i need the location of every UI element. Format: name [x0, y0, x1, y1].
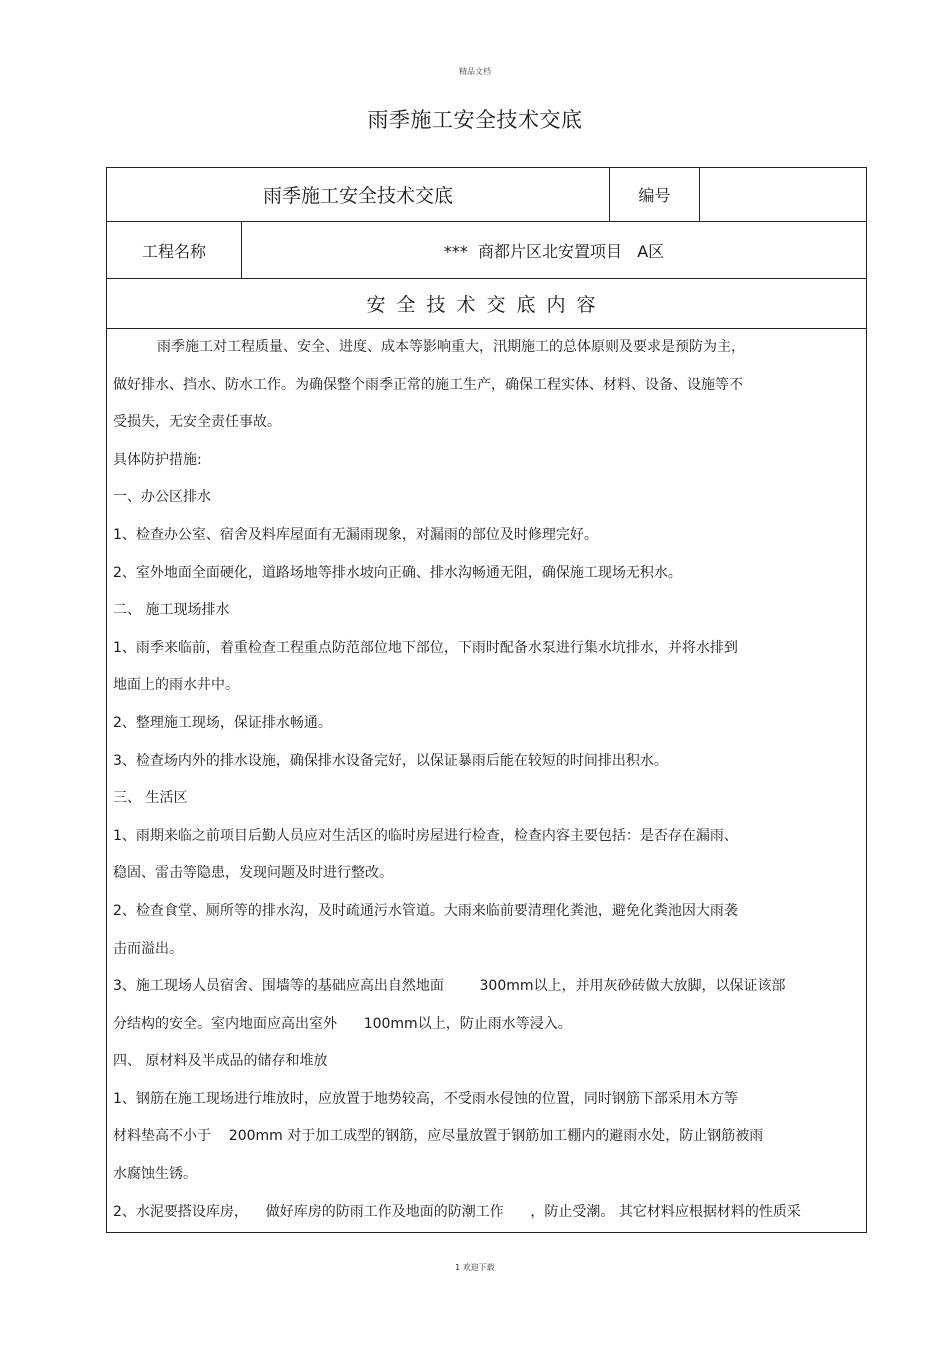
project-row — [107, 222, 866, 279]
content-line: 三、 生活区 — [113, 790, 188, 807]
disclosure-table — [106, 167, 867, 1233]
table-title-cell: 雨季施工安全技术交底 — [107, 168, 610, 221]
page-footer: 1 欢迎下载 — [455, 1263, 495, 1272]
content-line: 3、检查场内外的排水设施，确保排水设备完好，以保证暴雨后能在较短的时间排出积水。 — [113, 752, 668, 769]
project-name-label: 工程名称 — [107, 222, 242, 278]
project-name-value: *** 商都片区北安置项目 A区 — [443, 241, 665, 261]
content-line: 地面上的雨水井中。 — [113, 677, 239, 694]
content-line: 稳固、雷击等隐患，发现问题及时进行整改。 — [113, 865, 393, 882]
section-heading: 安全技术交底内容 — [366, 294, 607, 316]
content-line: 一、办公区排水 — [113, 489, 211, 506]
content-line: 2、室外地面全面硬化，道路场地等排水坡向正确、排水沟畅通无阻，确保施工现场无积水。 — [113, 564, 682, 581]
content-line: 2、整理施工现场，保证排水畅通。 — [113, 714, 332, 731]
content-line: 雨季施工对工程质量、安全、进度、成本等影响重大，汛期施工的总体原则及要求是预防为主， — [157, 339, 745, 355]
document-title: 雨季施工安全技术交底 — [367, 108, 583, 132]
content-line: 水腐蚀生锈。 — [113, 1166, 197, 1183]
content-line: 具体防护措施: — [113, 451, 202, 468]
content-line: 1、雨期来临之前项目后勤人员应对生活区的临时房屋进行检查，检查内容主要包括：是否存在漏雨、 — [113, 827, 738, 844]
section-heading-row — [107, 279, 866, 329]
content-line: 2、检查食堂、厕所等的排水沟，及时疏通污水管道。大雨来临前要清理化粪池，避免化粪池因大雨袭 — [113, 902, 738, 919]
content-line: 1、钢筋在施工现场进行堆放时，应放置于地势较高，不受雨水侵蚀的位置，同时钢筋下部采用木方等 — [113, 1090, 738, 1107]
content-line: 击而溢出。 — [113, 940, 183, 957]
content-line: 受损失，无安全责任事故。 — [113, 414, 281, 431]
content-line: 3、施工现场人员宿舍、围墙等的基础应高出自然地面 300mm以上，并用灰砂砖做大放脚，以保证该部 — [113, 978, 786, 995]
disclosure-content — [107, 329, 866, 1232]
title-row — [107, 168, 866, 222]
content-line: 二、 施工现场排水 — [113, 602, 230, 619]
content-line: 1、检查办公室、宿舍及料库屋面有无漏雨现象，对漏雨的部位及时修理完好。 — [113, 526, 598, 543]
content-line: 做好排水、挡水、防水工作。为确保整个雨季正常的施工生产，确保工程实体、材料、设备、设施等不 — [113, 376, 743, 393]
content-line: 1、雨季来临前，着重检查工程重点防范部位地下部位，下雨时配备水泵进行集水坑排水，并将水排到 — [113, 639, 738, 656]
content-line: 材料垫高不小于 200mm 对于加工成型的钢筋，应尽量放置于钢筋加工棚内的避雨水处，防止钢筋被雨 — [113, 1128, 764, 1145]
content-line: 四、 原材料及半成品的储存和堆放 — [113, 1053, 328, 1070]
number-value — [700, 168, 866, 221]
number-label: 编号 — [610, 168, 700, 221]
content-line: 分结构的安全。室内地面应高出室外 100mm以上，防止雨水等浸入。 — [113, 1015, 572, 1032]
header-tag: 精品文档 — [459, 67, 491, 76]
content-line: 2、水泥要搭设库房， 做好库房的防雨工作及地面的防潮工作 ，防止受潮。 其它材料应根据材料的性质采 — [113, 1203, 801, 1220]
